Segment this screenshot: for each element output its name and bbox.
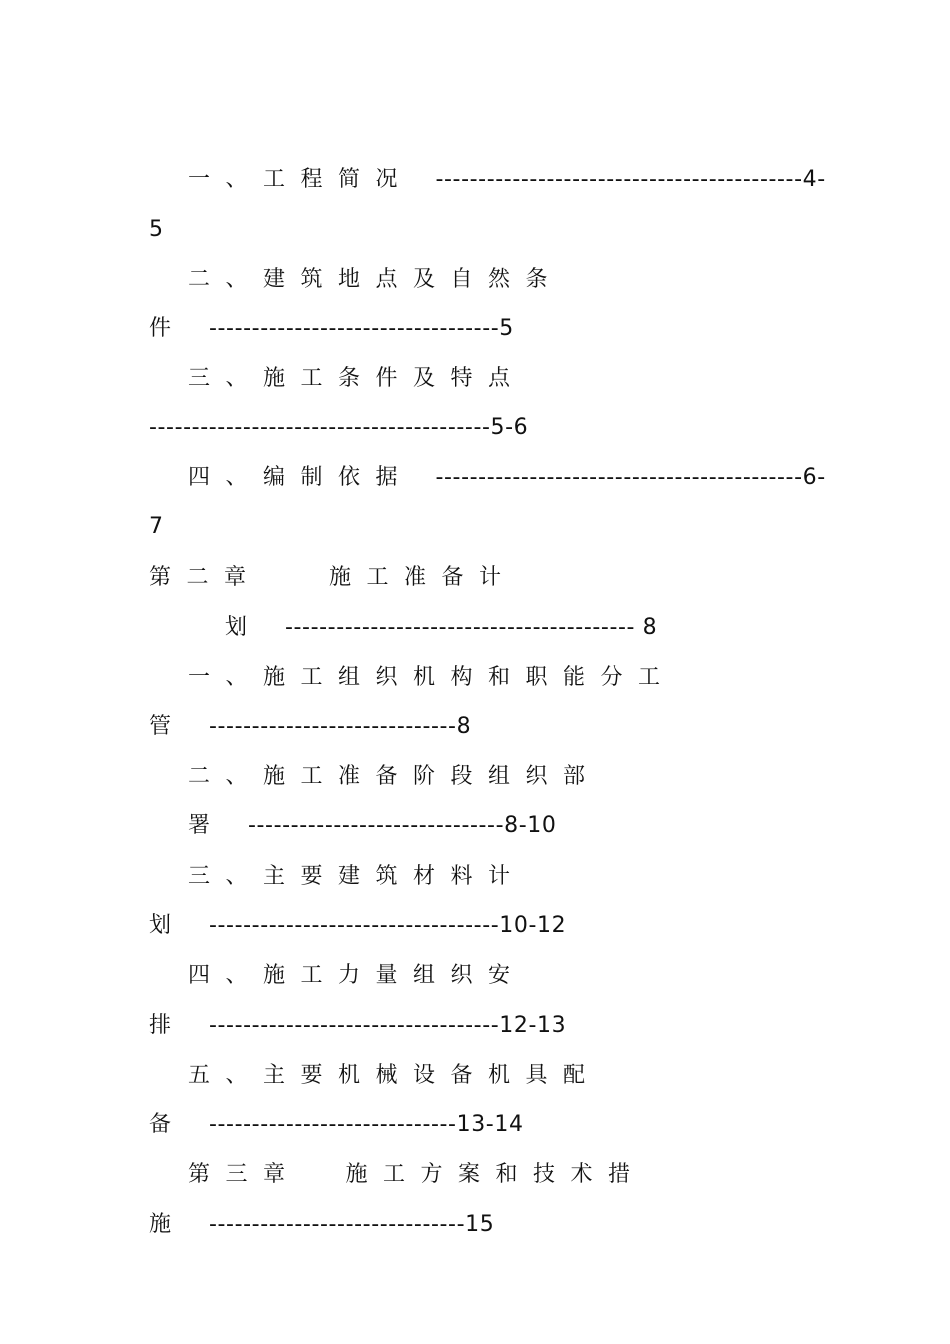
- toc-page-number: 5: [499, 316, 514, 341]
- toc-chapter-title: 第三章 施工方案和技术措: [187, 1162, 646, 1187]
- toc-line: [160, 781, 557, 838]
- toc-chapter-title: 第二章 施工准备计: [148, 565, 517, 590]
- toc-line: [160, 135, 826, 192]
- toc-leader-dots: -----------------------------------------: [284, 615, 636, 640]
- toc-line: [197, 583, 658, 640]
- toc-leader-dots: -------------------------------------------: [435, 167, 803, 192]
- toc-leader-dots: -----------------------------: [208, 714, 457, 739]
- toc-page-number: 8-10: [504, 813, 557, 838]
- toc-leader-dots: ------------------------------: [208, 1212, 466, 1237]
- toc-entry-title: 三、主要建筑材料计: [187, 864, 526, 889]
- toc-entry-title: 划: [224, 615, 285, 640]
- toc-entry-title: 一、工程简况: [187, 167, 436, 192]
- toc-leader-dots: ------------------------------: [247, 813, 505, 838]
- toc-leader-dots: -----------------------------: [208, 1112, 457, 1137]
- toc-entry-title: 一、施工组织机构和职能分工: [187, 665, 676, 690]
- toc-leader-dots: -------------------------------------------: [435, 465, 803, 490]
- toc-line: [160, 732, 601, 789]
- toc-line: [160, 1130, 646, 1187]
- toc-leader-dots: ----------------------------------: [208, 913, 500, 938]
- toc-entry-title: 备: [148, 1112, 209, 1137]
- toc-line: [160, 334, 526, 391]
- toc-leader-dots: ----------------------------------: [208, 316, 500, 341]
- toc-line: [160, 633, 676, 690]
- toc-page-number: 6-: [802, 465, 826, 490]
- toc-entry-title: 施: [148, 1212, 209, 1237]
- toc-line: [160, 1031, 601, 1088]
- toc-page-number: 13-14: [456, 1112, 524, 1137]
- toc-page-number: 8: [635, 615, 658, 640]
- toc-entry-title: 件: [148, 316, 209, 341]
- toc-page-number: 4-: [802, 167, 826, 192]
- toc-page-number: 15: [465, 1212, 495, 1237]
- toc-line: [121, 1080, 524, 1137]
- toc-line: [121, 881, 567, 938]
- toc-entry-title: 署: [187, 813, 248, 838]
- toc-line: [121, 383, 529, 440]
- toc-entry-title: 五、主要机械设备机具配: [187, 1063, 601, 1088]
- toc-entry-title: 二、建筑地点及自然条: [187, 267, 563, 292]
- toc-line: [121, 981, 567, 1038]
- toc-page-number: 8: [456, 714, 472, 739]
- toc-line: [121, 682, 472, 739]
- toc-entry-title: 划: [148, 913, 209, 938]
- toc-line: [160, 235, 563, 292]
- toc-entry-title: 四、施工力量组织安: [187, 963, 526, 988]
- toc-page-number: 10-12: [499, 913, 567, 938]
- toc-leader-dots: ----------------------------------: [208, 1013, 500, 1038]
- toc-entry-title: 管: [148, 714, 209, 739]
- toc-page-number: 7: [148, 514, 164, 539]
- toc-line: [121, 482, 164, 539]
- toc-entry-title: 二、施工准备阶段组织部: [187, 764, 601, 789]
- toc-line: [121, 185, 164, 242]
- toc-leader-dots: ----------------------------------------: [148, 415, 491, 440]
- toc-entry-title: 四、编制依据: [187, 465, 436, 490]
- toc-line: [160, 433, 826, 490]
- toc-line: [160, 931, 526, 988]
- toc-entry-title: 三、施工条件及特点: [187, 366, 526, 391]
- toc-page-number: 5-6: [490, 415, 529, 440]
- toc-page-number: 12-13: [499, 1013, 567, 1038]
- toc-line: [121, 533, 517, 590]
- toc-page-number: 5: [148, 217, 164, 242]
- toc-line: [121, 1180, 495, 1237]
- toc-line: [160, 832, 526, 889]
- toc-line: [121, 284, 514, 341]
- toc-entry-title: 排: [148, 1013, 209, 1038]
